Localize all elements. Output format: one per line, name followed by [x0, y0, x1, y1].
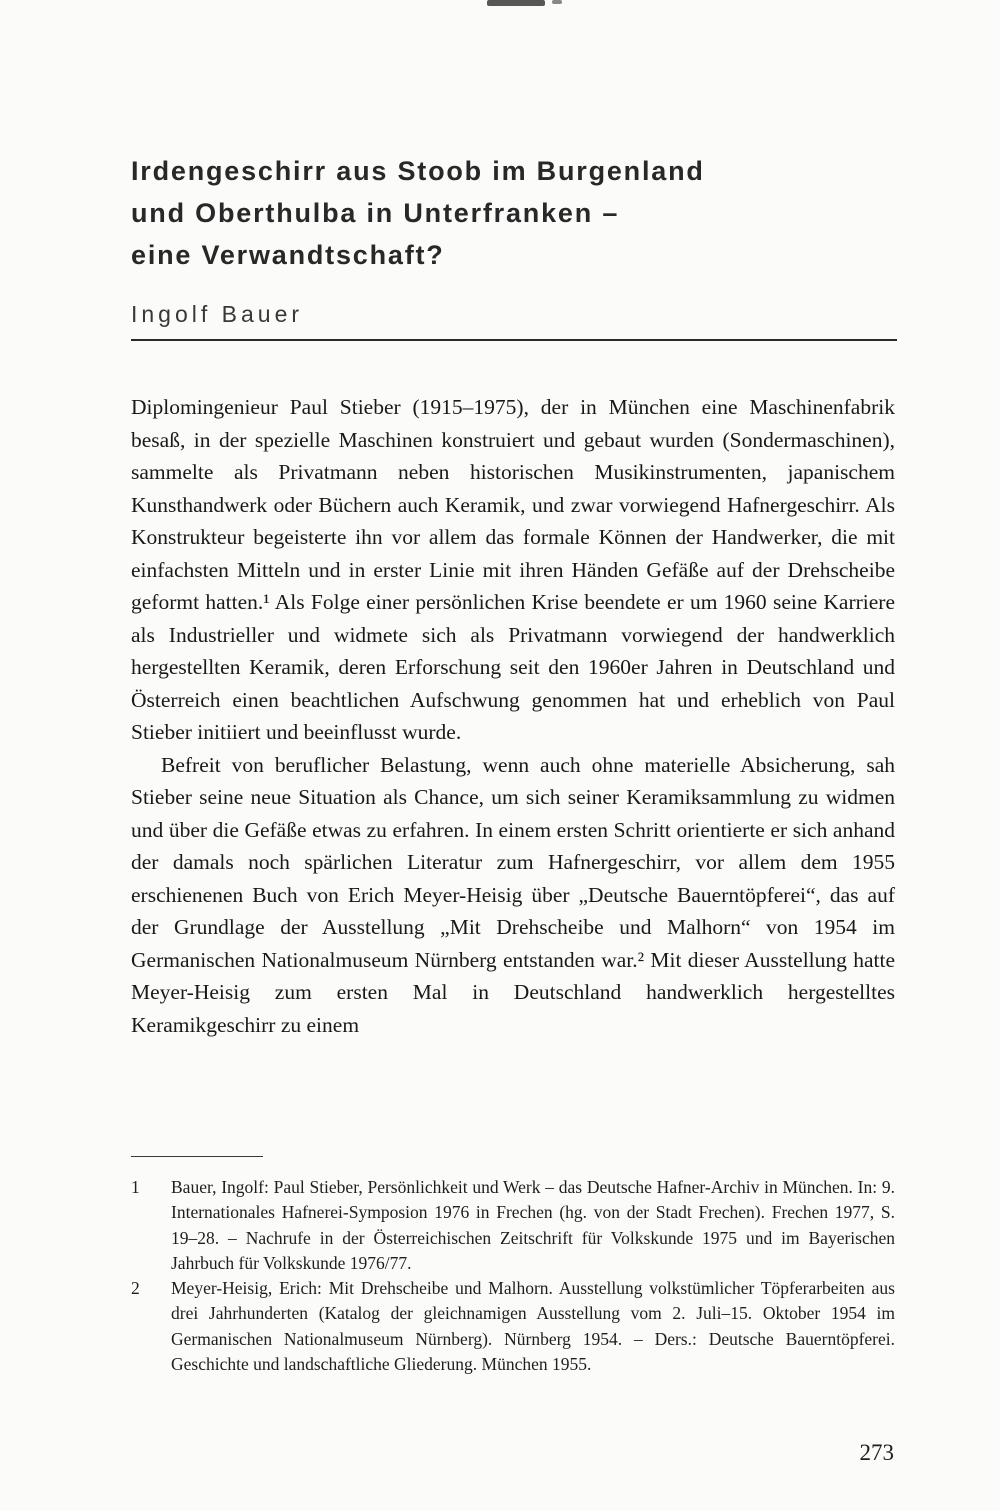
article-title-line-1: Irdengeschirr aus Stoob im Burgenland [131, 156, 705, 186]
footnote-1 [131, 1175, 895, 1276]
footnote-2 [131, 1276, 895, 1377]
footnote-divider-rule [131, 1156, 263, 1157]
page-number: 273 [859, 1440, 894, 1465]
article-title-line-3: eine Verwandtschaft? [131, 240, 445, 270]
footnote-section [131, 1156, 895, 1377]
author-name: Ingolf Bauer [131, 301, 304, 327]
body-paragraph: Befreit von beruflicher Belastung, wenn auch ohne materielle Absicherung, sah Stieber seine neue Situation als Chance, um sich seiner Keramiksammlung zu widmen und über die Gefäße etwas zu erfahren. In einem ersten Schritt orientierte er sich anhand der damals noch spärlichen Literatur zum Hafnergeschirr, vor allem dem 1955 erschienenen Buch von Erich Meyer-Heisig über „Deutsche Bauerntöpferei“, das auf der Grundlage der Ausstellung „Mit Drehscheibe und Malhorn“ von 1954 im Germanischen Nationalmuseum Nürnberg entstanden war.² Mit dieser Ausstellung hatte Meyer-Heisig zum ersten Mal in Deutschland handwerklich hergestelltes Keramikgeschirr zu einem [131, 752, 895, 1037]
author-block [131, 301, 897, 341]
article-title-line-2: und Oberthulba in Unterfranken – [131, 198, 620, 228]
article-body [131, 391, 895, 1041]
footnote-number: 1 [131, 1177, 140, 1197]
article-title [131, 150, 897, 276]
footnote-text: Meyer-Heisig, Erich: Mit Drehscheibe und Malhorn. Ausstellung volkstümlicher Töpferarbeiten aus drei Jahrhunderten (Katalog der gleichnamigen Ausstellung vom 2. Juli–15. Oktober 1954 im Germanischen Nationalmuseum Nürnberg). Nürnberg 1954. – Ders.: Deutsche Bauerntöpferei. Geschichte und landschaftliche Gliederung. München 1955. [171, 1278, 895, 1375]
body-paragraph: Diplomingenieur Paul Stieber (1915–1975), der in München eine Maschinenfabrik besaß, in der spezielle Maschinen konstruiert und gebaut wurden (Sondermaschinen), sammelte als Privatmann neben historischen Musikinstrumenten, japanischem Kunsthandwerk oder Büchern auch Keramik, und zwar vorwiegend Hafnergeschirr. Als Konstrukteur begeisterte ihn vor allem das formale Können der Handwerker, die mit einfachsten Mitteln und in erster Linie mit ihren Händen Gefäße auf der Drehscheibe geformt hatten.¹ Als Folge einer persönlichen Krise beendete er um 1960 seine Karriere als Industrieller und widmete sich als Privatmann vorwiegend der handwerklich hergestellten Keramik, deren Erforschung seit den 1960er Jahren in Deutschland und Österreich einen beachtlichen Aufschwung genommen hat und erheblich von Paul Stieber initiiert und beeinflusst wurde. [131, 395, 895, 744]
scan-artifact [487, 0, 545, 6]
footnote-text: Bauer, Ingolf: Paul Stieber, Persönlichkeit und Werk – das Deutsche Hafner-Archiv in München. In: 9. Internationales Hafnerei-Symposion 1976 in Frechen (hg. von der Stadt Frechen). Frechen 1977, S. 19–28. – Nachrufe in der Österreichischen Zeitschrift für Volkskunde 1975 und im Bayerischen Jahrbuch für Volkskunde 1976/77. [171, 1177, 895, 1273]
scan-artifact [552, 0, 562, 4]
author-divider-rule [131, 339, 897, 341]
footnote-number: 2 [131, 1278, 140, 1299]
